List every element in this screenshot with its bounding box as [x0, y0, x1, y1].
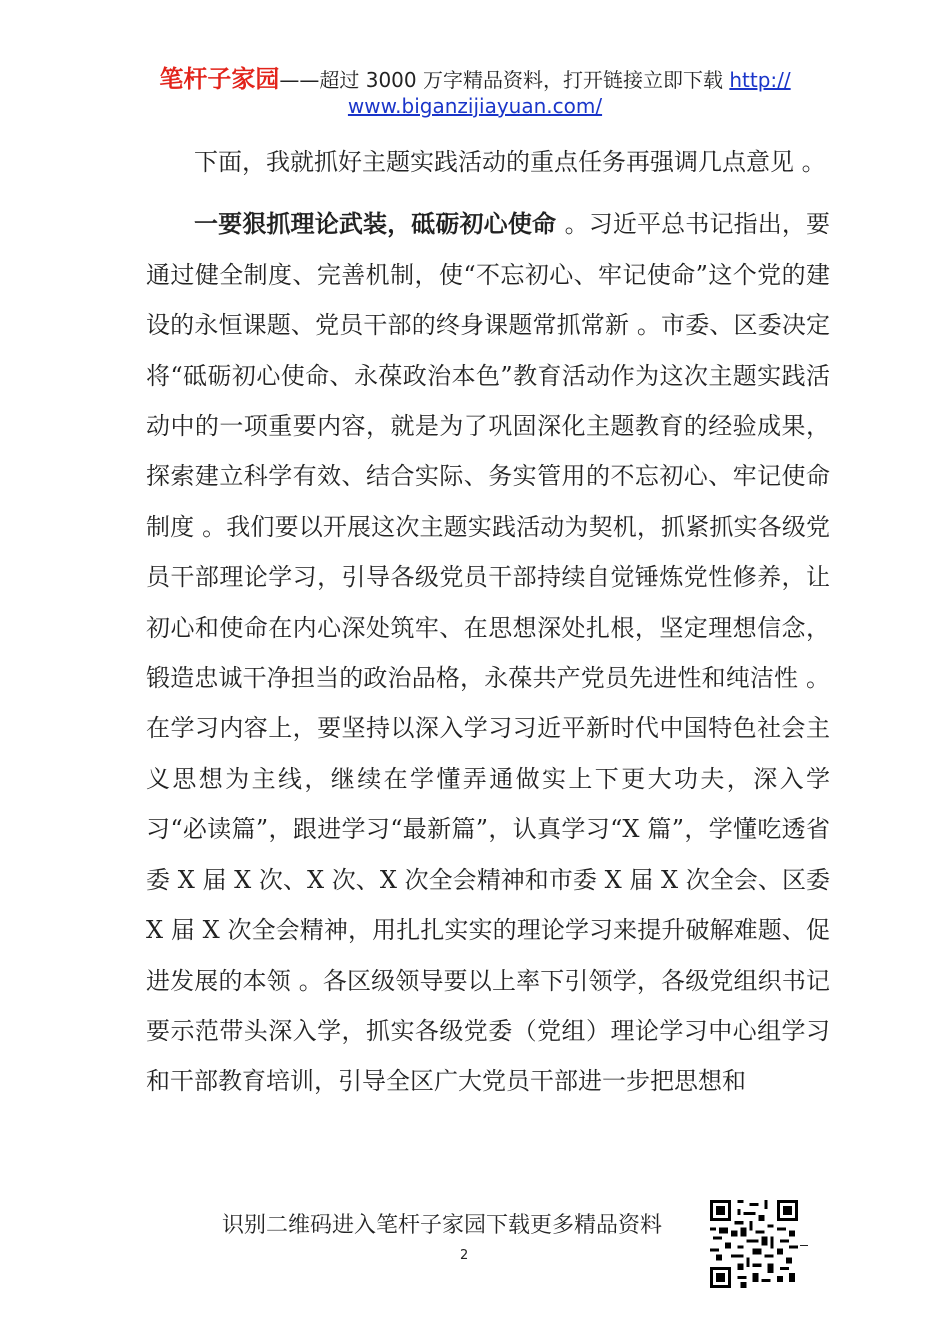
qr-code-icon[interactable]	[710, 1200, 798, 1288]
paragraph-intro: 下面，我就抓好主题实践活动的重点任务再强调几点意见 。	[194, 148, 826, 176]
paragraph-theory	[146, 199, 830, 1106]
page-number: 2	[460, 1248, 469, 1263]
document-body	[146, 137, 830, 1107]
brand-name: 笔杆子家园	[159, 65, 280, 93]
site-link-part1[interactable]: http://	[729, 68, 791, 92]
header-tagline: ——超过 3000 万字精品资料，打开链接立即下载	[279, 68, 730, 92]
footer-promo: 识别二维码进入笔杆子家园下载更多精品资料	[222, 1213, 663, 1238]
site-link-part2[interactable]: www.biganzijiayuan.com/	[347, 94, 603, 118]
paragraph-lead: 一要狠抓理论武装，砥砺初心使命	[194, 210, 565, 239]
header-line-1	[0, 66, 950, 93]
header-line-2	[0, 93, 950, 119]
paragraph-text: 。习近平总书记指出，要通过健全制度、完善机制，使“不忘初心、牢记使命”这个党的建设的永恒课题、党员干部的终身课题常抓常新 。市委、区委决定将“砥砺初心使命、永葆政治本色”教育活动作为这次主题实践活动中的一项重要内容，就是为了巩固深化主题教育的经验成果，探索建立科学有效、结合实际、务实管用的不忘初心、牢记使命制度 。我们要以开展这次主题实践活动为契机，抓紧抓实各级党员干部理论学习，引导各级党员干部持续自觉锤炼党性修养，让初心和使命在内心深处筑牢、在思想深处扎根，坚定理想信念，锻造忠诚干净担当的政治品格，永葆共产党员先进性和纯洁性 。在学习内容上，要坚持以深入学习习近平新时代中国特色社会主义思想为主线，继续在学懂弄通做实上下更大功夫，深入学习“必读篇”，跟进学习“最新篇”，认真学习“X 篇”，学懂吃透省委 X 届 X 次、X 次、X 次全会精神和市委 X 届 X 次全会、区委 X 届 X 次全会精神，用扎扎实实的理论学习来提升破解难题、促进发展的本领 。各区级领导要以上率下引领学，各级党组织书记要示范带头深入学，抓实各级党委（党组）理论学习中心组学习和干部教育培训，引导全区广大党员干部进一步把思想和	[146, 210, 831, 1096]
page-header	[0, 66, 950, 119]
qr-divider	[800, 1245, 808, 1246]
